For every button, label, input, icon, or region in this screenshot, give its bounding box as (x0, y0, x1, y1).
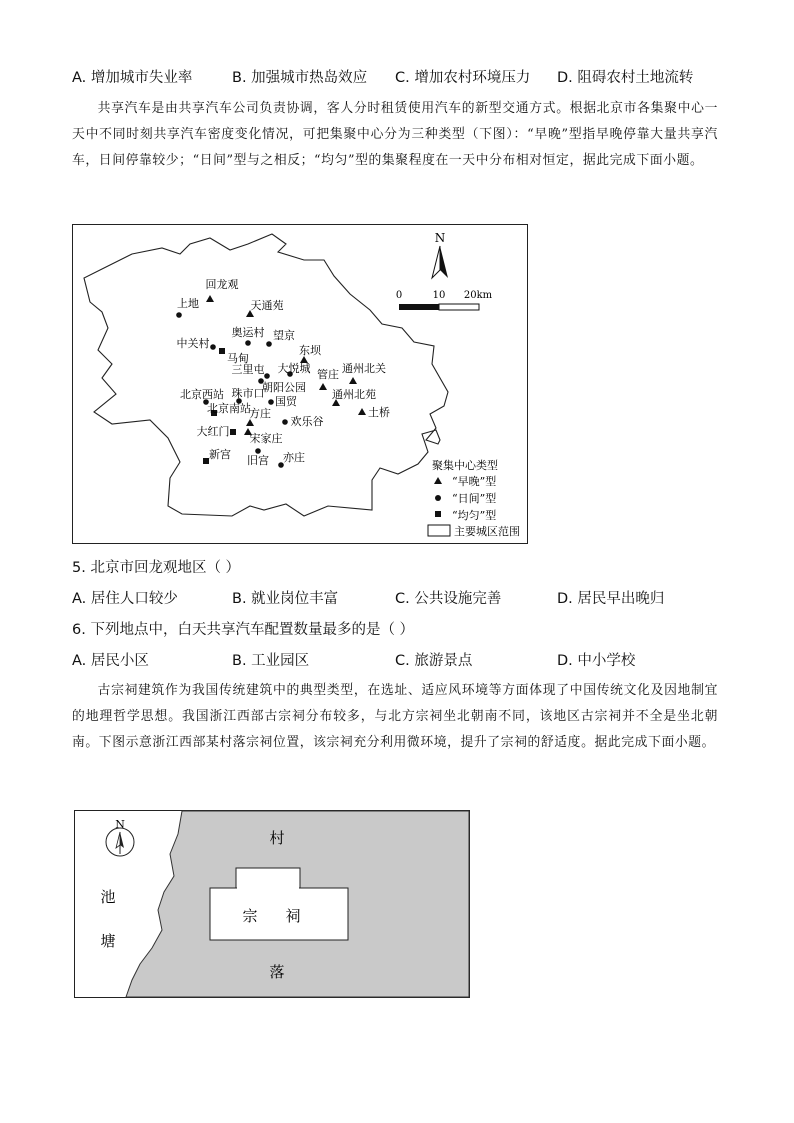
svg-text:回龙观: 回龙观 (205, 278, 239, 291)
svg-text:通州北苑: 通州北苑 (332, 388, 376, 401)
svg-text:N: N (115, 818, 125, 831)
svg-text:珠市口: 珠市口 (231, 387, 265, 400)
svg-text:N: N (434, 231, 446, 245)
q4-option-c: C. 增加农村环境压力 (395, 70, 531, 86)
label-temple-2: 祠 (285, 907, 301, 925)
q6-options (72, 649, 732, 671)
svg-text:新宫: 新宫 (209, 448, 231, 461)
svg-text:大红门: 大红门 (196, 425, 230, 438)
svg-text:0: 0 (395, 290, 403, 301)
svg-text:朝阳公园: 朝阳公园 (262, 381, 306, 394)
q5-option-c: C. 公共设施完善 (395, 591, 502, 607)
label-temple-1: 宗 (242, 907, 258, 925)
q4-option-b: B. 加强城市热岛效应 (232, 70, 368, 86)
label-pond-2: 塘 (100, 932, 116, 950)
svg-text:聚集中心类型: 聚集中心类型 (432, 459, 498, 472)
svg-text:中关村: 中关村 (176, 337, 210, 350)
svg-text:宋家庄: 宋家庄 (249, 432, 283, 445)
label-village-bottom: 落 (269, 963, 285, 981)
svg-text:奥运村: 奥运村 (231, 326, 265, 339)
svg-text:土桥: 土桥 (368, 406, 390, 419)
q5-option-b: B. 就业岗位丰富 (232, 591, 339, 607)
q5-option-a: A. 居住人口较少 (72, 591, 178, 607)
dot-icon (435, 495, 441, 501)
svg-text:方庄: 方庄 (249, 407, 271, 420)
q5-options (72, 587, 732, 609)
q4-option-d: D. 阻碍农村土地流转 (557, 70, 694, 86)
svg-text:北京西站: 北京西站 (180, 388, 224, 401)
label-pond-1: 池 (100, 888, 116, 906)
place-beijingnanzhan (207, 401, 251, 416)
square-icon (435, 511, 441, 517)
place-chaoyanggongyuan (258, 378, 306, 394)
svg-text:“早晚”型: “早晚”型 (452, 475, 497, 488)
area-swatch (428, 525, 450, 536)
q6-stem: 6. 下列地点中，白天共享汽车配置数量最多的是（ ） (72, 622, 415, 638)
svg-text:国贸: 国贸 (275, 395, 297, 408)
q6-option-a: A. 居民小区 (72, 653, 149, 669)
svg-text:三里屯: 三里屯 (231, 363, 265, 376)
svg-text:亦庄: 亦庄 (283, 451, 305, 464)
svg-text:主要城区范围: 主要城区范围 (454, 525, 520, 538)
svg-text:旧宫: 旧宫 (247, 454, 269, 467)
q6-option-c: C. 旅游景点 (395, 653, 473, 669)
beijing-map-figure (72, 224, 528, 544)
q5-stem: 5. 北京市回龙观地区（ ） (72, 560, 241, 576)
svg-text:欢乐谷: 欢乐谷 (290, 415, 324, 428)
q4-options (72, 66, 732, 88)
q5-option-d: D. 居民早出晚归 (557, 591, 665, 607)
svg-text:“均匀”型: “均匀”型 (452, 509, 497, 522)
svg-text:北京南站: 北京南站 (207, 402, 251, 415)
svg-text:大悦城: 大悦城 (277, 362, 311, 375)
temple-building (210, 888, 348, 940)
svg-text:望京: 望京 (273, 329, 295, 342)
ancestral-temple-figure (74, 810, 470, 998)
svg-text:通州北关: 通州北关 (342, 362, 386, 375)
svg-text:10: 10 (432, 290, 446, 301)
q6-option-b: B. 工业园区 (232, 653, 310, 669)
q6-option-d: D. 中小学校 (557, 653, 636, 669)
passage-shared-cars: 共享汽车是由共享汽车公司负责协调，客人分时租赁使用汽车的新型交通方式。根据北京市各集聚中心一天中不同时刻共享汽车密度变化情况，可把集聚中心分为三种类型（下图）：“早晚”型指早晚停靠大量共享汽车，日间停靠较少；“日间”型与之相反；“均匀”型的集聚程度在一天中分布相对恒定，据此完成下面小题。 (72, 101, 718, 168)
q4-option-a: A. 增加城市失业率 (72, 70, 193, 86)
svg-text:管庄: 管庄 (317, 368, 339, 381)
svg-text:“日间”型: “日间”型 (452, 492, 497, 505)
svg-text:东坝: 东坝 (299, 344, 321, 357)
svg-text:20km: 20km (463, 290, 493, 301)
place-dayuecheng (278, 361, 311, 377)
svg-text:马甸: 马甸 (227, 352, 249, 365)
passage-ancestral-temple: 古宗祠建筑作为我国传统建筑中的典型类型，在选址、适应风环境等方面体现了中国传统文化及因地制宜的地理哲学思想。我国浙江西部古宗祠分布较多，与北方宗祠坐北朝南不同，该地区古宗祠并不全是坐北朝南。下图示意浙江西部某村落宗祠位置，该宗祠充分利用微环境，提升了宗祠的舒适度。据此完成下面小题。 (72, 683, 718, 750)
label-village-top: 村 (269, 829, 285, 847)
svg-text:上地: 上地 (177, 297, 199, 310)
svg-text:天通苑: 天通苑 (250, 299, 284, 312)
